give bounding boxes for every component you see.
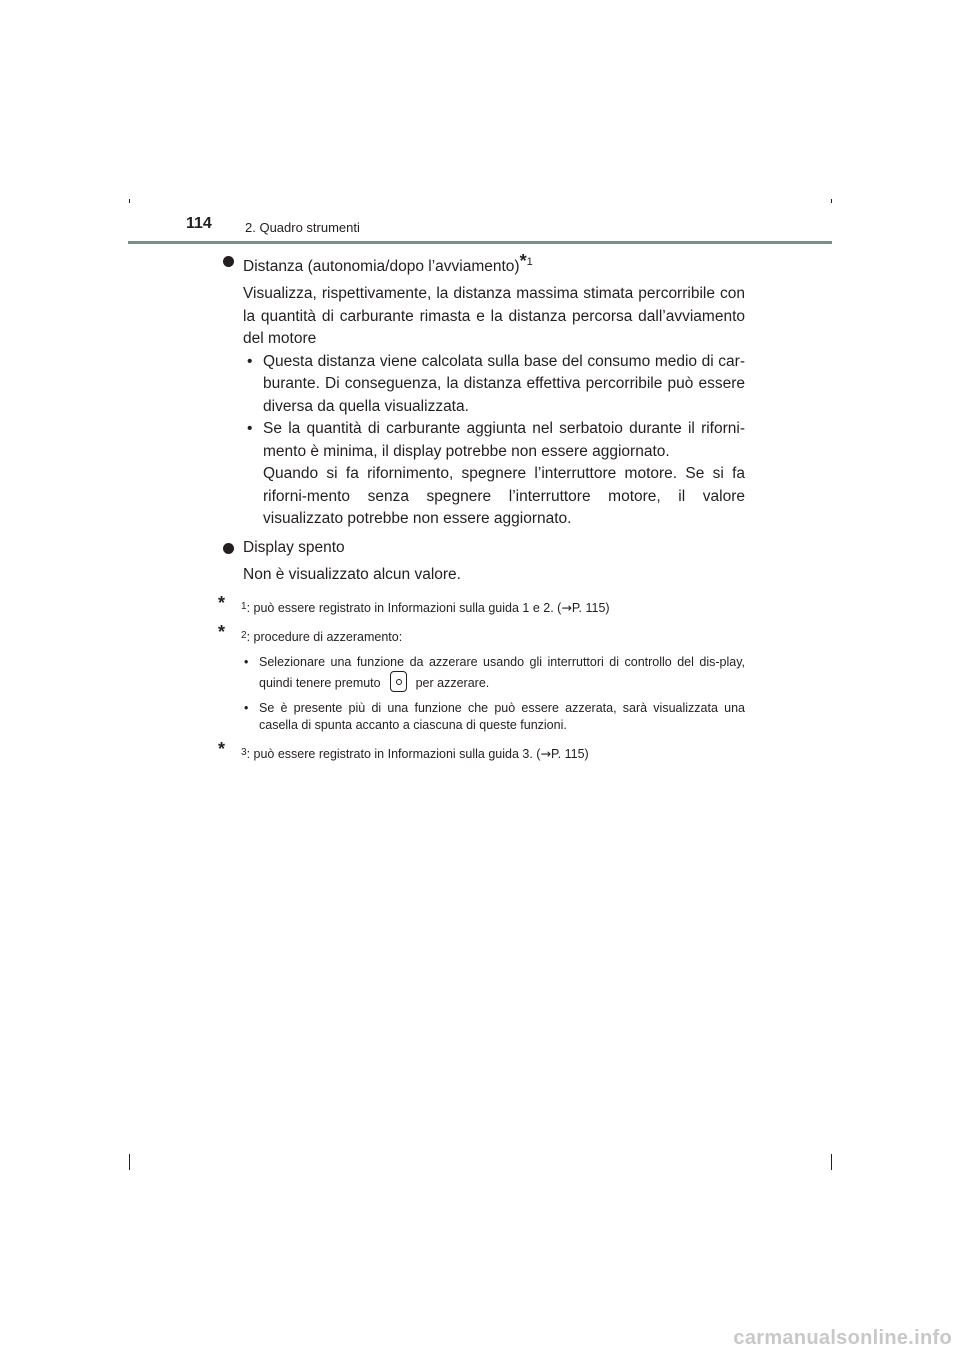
- footnote-bullet: • Selezionare una funzione da azzerare usando gli interruttori di controllo del dis-play, quindi tenere premuto per azzerare.: [244, 655, 745, 691]
- crop-mark-bottom-left: [129, 1154, 130, 1170]
- header-rule: [128, 241, 832, 244]
- item-title: Display spento: [243, 538, 345, 556]
- item-description: Non è visualizzato alcun valore.: [243, 565, 461, 583]
- bullet-icon: [223, 256, 234, 267]
- item-title: Distanza (autonomia/dopo l’avviamento)$^{*1}$: [243, 251, 533, 276]
- sub-bullet-icon: •: [247, 420, 253, 438]
- footnote-3: * $^3$: può essere registrato in Informazioni sulla guida 3. (→P. 115): [218, 739, 589, 762]
- sub-bullet-icon: •: [247, 352, 253, 370]
- watermark: carmanualsonline.info: [733, 1327, 952, 1349]
- list-item-display-spento: [220, 537, 745, 559]
- arrow-icon: →: [540, 746, 551, 762]
- sub-bullet-icon: •: [244, 701, 249, 716]
- crop-mark-bottom-right: [831, 1154, 832, 1170]
- item-description: Visualizza, rispettivamente, la distanza massima stimata percorribile con la quantità di carburante rimasta e la distanza percorsa dall’avviamento del motore: [243, 285, 745, 348]
- crop-mark-top-left: [129, 199, 130, 203]
- page-content: [220, 250, 745, 763]
- arrow-icon: →: [561, 600, 572, 616]
- sub-bullet: • Se la quantità di carburante aggiunta nel serbatoio durante il riforni-mento è minima, il display potrebbe non essere aggiornato. Quando si fa rifornimento, spegnere l’interruttore motore. Se si fa riforni-mento senza spegnere l’interruttore motore, il valore visualizzato potrebbe non essere aggiornato.: [247, 420, 745, 528]
- crop-mark-top-right: [831, 199, 832, 203]
- footnote-2: * $^2$: procedure di azzeramento:: [218, 622, 403, 645]
- sub-bullet: • Questa distanza viene calcolata sulla base del consumo medio di car-burante. Di conseguenza, la distanza effettiva percorribile può essere diversa da quella visualizzata.: [247, 352, 745, 415]
- reset-button-icon: [390, 671, 407, 692]
- bullet-icon: [223, 543, 234, 554]
- page-number: 114: [186, 215, 212, 232]
- footnote-1: * $^1$: può essere registrato in Informazioni sulla guida 1 e 2. (→P. 115): [218, 593, 610, 616]
- section-title: 2. Quadro strumenti: [245, 220, 360, 235]
- sub-bullet-icon: •: [244, 655, 249, 670]
- footnote-bullet: • Se è presente più di una funzione che può essere azzerata, sarà visualizzata una casella di spunta accanto a ciascuna di queste funzioni.: [244, 701, 745, 733]
- list-item-distanza: [220, 250, 745, 278]
